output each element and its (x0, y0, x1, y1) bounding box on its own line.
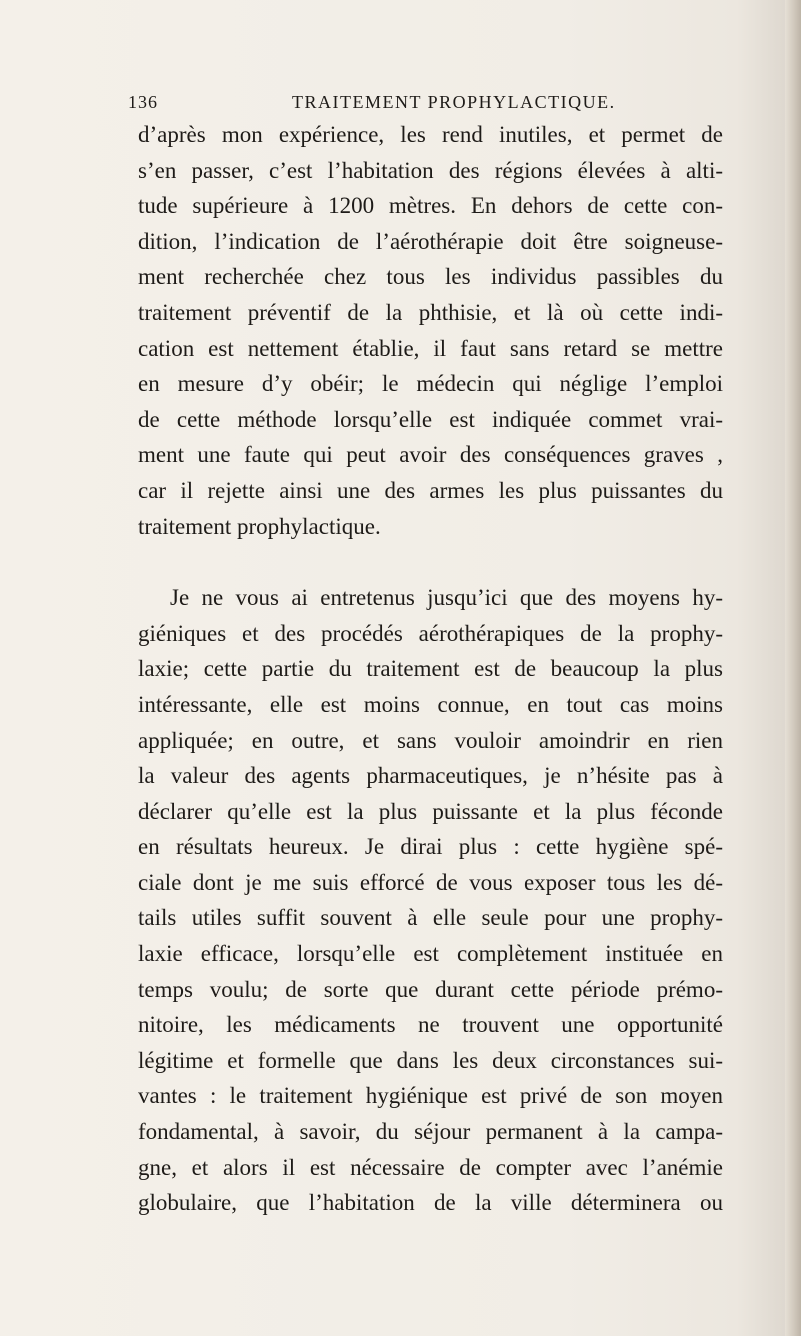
text-line: gne, et alors il est nécessaire de compter avec l’anémie (138, 1154, 723, 1180)
text-line: en mesure d’y obéir; le médecin qui néglige l’emploi (138, 371, 723, 397)
running-title: TRAITEMENT PROPHYLACTIQUE. (292, 92, 616, 112)
text-line: intéressante, elle est moins connue, en tout cas moins (138, 691, 723, 717)
text-line: en résultats heureux. Je dirai plus : cette hygiène spé- (138, 834, 723, 860)
text-line: traitement préventif de la phthisie, et là où cette indi- (138, 299, 723, 325)
body-text (138, 117, 723, 1221)
text-line: s’en passer, c’est l’habitation des régions élevées à alti- (138, 157, 723, 183)
text-line: ment une faute qui peut avoir des conséquences graves , (138, 442, 723, 468)
page-gutter-shadow (785, 0, 801, 1336)
text-line: globulaire, que l’habitation de la ville déterminera ou (138, 1190, 723, 1216)
text-line: nitoire, les médicaments ne trouvent une opportunité (138, 1012, 723, 1038)
text-line: traitement prophylactique. (138, 513, 381, 539)
text-line: car il rejette ainsi une des armes les plus puissantes du (138, 477, 723, 503)
text-line: fondamental, à savoir, du séjour permanent à la campa- (138, 1119, 723, 1145)
text-line: laxie efficace, lorsqu’elle est complètement instituée en (138, 941, 723, 967)
text-line: déclarer qu’elle est la plus puissante et la plus féconde (138, 798, 723, 824)
paragraph-1 (138, 117, 723, 544)
paragraph-2 (138, 580, 723, 1221)
text-line: dition, l’indication de l’aérothérapie doit être soigneuse- (138, 228, 723, 254)
text-line: cation est nettement établie, il faut sans retard se mettre (138, 335, 723, 361)
paragraph-gap (138, 544, 723, 580)
text-line: d’après mon expérience, les rend inutiles, et permet de (138, 122, 723, 147)
running-head (128, 92, 713, 116)
text-line: Je ne vous ai entretenus jusqu’ici que des moyens hy- (170, 585, 723, 611)
text-line: temps voulu; de sorte que durant cette période prémo- (138, 976, 723, 1002)
text-line: tails utiles suffit souvent à elle seule pour une prophy- (138, 905, 723, 931)
text-line: la valeur des agents pharmaceutiques, je n’hésite pas à (138, 763, 723, 789)
text-line: appliquée; en outre, et sans vouloir amoindrir en rien (138, 727, 723, 753)
text-line: vantes : le traitement hygiénique est privé de son moyen (138, 1083, 723, 1109)
page-number: 136 (128, 92, 158, 112)
text-line: de cette méthode lorsqu’elle est indiquée commet vrai- (138, 406, 723, 432)
text-line: giéniques et des procédés aérothérapiques de la prophy- (138, 620, 723, 646)
text-line: ment recherchée chez tous les individus passibles du (138, 264, 723, 290)
text-line: ciale dont je me suis efforcé de vous exposer tous les dé- (138, 869, 723, 895)
text-line: laxie; cette partie du traitement est de beaucoup la plus (138, 656, 723, 682)
text-line: légitime et formelle que dans les deux circonstances sui- (138, 1047, 723, 1073)
text-line: tude supérieure à 1200 mètres. En dehors de cette con- (138, 193, 723, 219)
